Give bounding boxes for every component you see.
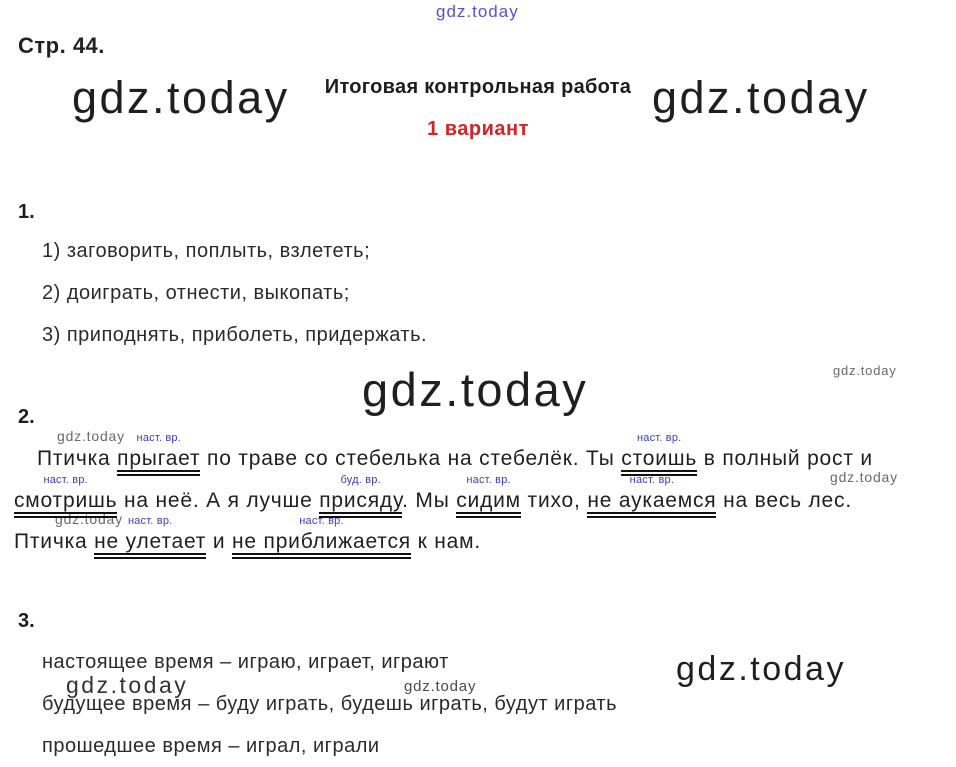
verb-text: присяду: [319, 489, 403, 512]
sentence-text: . Мы: [402, 489, 457, 512]
sentence-text: Птичка: [14, 530, 95, 553]
tense-label: наст. вр.: [636, 432, 682, 444]
underlined-verb: [587, 474, 717, 518]
exercise-3-item: будущее время – буду играть, будешь играть, будут играть: [42, 693, 618, 715]
tense-label: наст. вр.: [466, 474, 511, 486]
watermark-bottom-left: gdz.today: [66, 672, 189, 698]
verb-text: не приближается: [232, 530, 411, 553]
variant-label: 1 вариант: [427, 118, 529, 140]
exercise-1-item: 2) доиграть, отнести, выкопать;: [42, 282, 350, 304]
exercise-3-item: прошедшее время – играл, играли: [42, 735, 380, 757]
sentence-text: тихо,: [520, 489, 588, 512]
exercise-3-item: настоящее время – играю, играет, играют: [42, 651, 449, 673]
exercise-1-number: 1.: [18, 201, 35, 223]
watermark-bottom-center: gdz.today: [404, 678, 477, 695]
exercise-1-item: 3) приподнять, приболеть, придержать.: [42, 324, 428, 346]
tense-label: наст. вр.: [43, 474, 88, 486]
watermark-small-right-1: gdz.today: [833, 363, 897, 378]
watermark-top: gdz.today: [436, 2, 519, 21]
sentence-text: в полный рост и: [697, 447, 873, 470]
watermark-small-left-1: gdz.today: [57, 428, 125, 444]
sentence-text: на весь лес.: [716, 489, 852, 512]
watermark-center: gdz.today: [362, 363, 589, 416]
verb-text: не аукаемся: [587, 489, 717, 512]
sentence-line: [14, 474, 852, 513]
sentence-text: Птичка: [37, 447, 118, 470]
underlined-verb: [319, 474, 403, 518]
verb-text: прыгает: [117, 447, 201, 470]
tense-label: наст. вр.: [299, 515, 344, 527]
sentence-text: и: [206, 530, 233, 553]
tense-label: наст. вр.: [629, 474, 675, 486]
verb-text: сидим: [456, 489, 521, 512]
sentence-text: к нам.: [410, 530, 481, 553]
tense-label: наст. вр.: [136, 432, 181, 444]
watermark-small-right-2: gdz.today: [830, 469, 898, 485]
verb-text: не улетает: [94, 530, 207, 553]
exercise-1-item: 1) заговорить, поплыть, взлететь;: [42, 240, 371, 262]
watermark-header-left: gdz.today: [72, 72, 290, 123]
page-number: Стр. 44.: [18, 33, 105, 58]
tense-label: наст. вр.: [127, 515, 173, 527]
verb-text: стоишь: [621, 447, 698, 470]
underlined-verb: [117, 432, 201, 476]
watermark-small-left-2: gdz.today: [55, 511, 123, 527]
underlined-verb: [621, 432, 698, 476]
exercise-3-number: 3.: [18, 610, 35, 632]
verb-text: смотришь: [14, 489, 118, 512]
worksheet-title: Итоговая контрольная работа: [324, 76, 632, 98]
underlined-verb: [14, 474, 118, 518]
tense-label: буд. вр.: [340, 474, 381, 486]
underlined-verb: [456, 474, 521, 518]
underlined-verb: [232, 515, 411, 559]
sentence-text: по траве со стебелька на стебелёк. Ты: [200, 447, 622, 470]
exercise-2-number: 2.: [18, 406, 35, 428]
underlined-verb: [94, 515, 207, 559]
watermark-header-right: gdz.today: [652, 72, 870, 123]
sentence-text: на неё. А я лучше: [117, 489, 320, 512]
watermark-bottom-right: gdz.today: [676, 650, 846, 688]
